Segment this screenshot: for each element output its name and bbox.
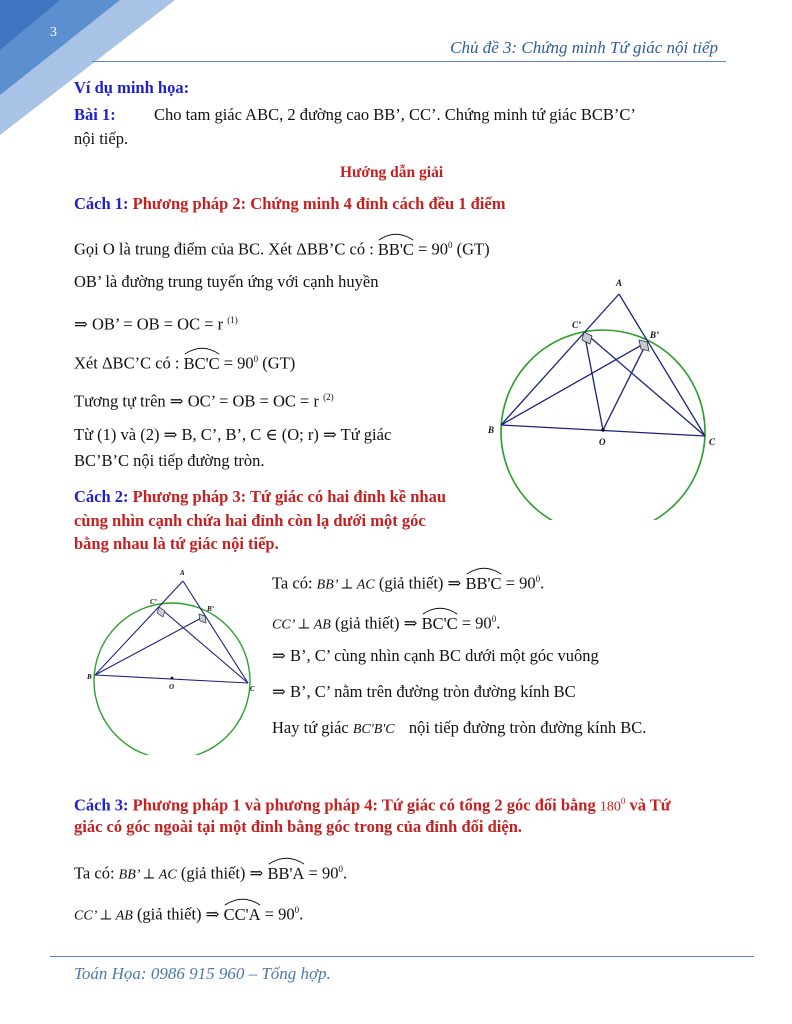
text: Hay tứ giác (272, 718, 349, 737)
degree-sup: 0 (253, 354, 259, 364)
method3-title-value: 180 (599, 799, 621, 815)
method2-heading-1 (74, 486, 446, 508)
method1-line-4 (74, 348, 295, 375)
method2-line-2: CC’ ⊥ AB (giả thiết) ⇒ $BC'C = 90^0$. (272, 608, 500, 637)
equation-value: = 90 (418, 239, 448, 259)
page-number: 3 (50, 25, 57, 40)
perpendicular-expression: CC’ ⊥ AB (74, 908, 133, 924)
method1-label: Cách 1: (74, 194, 129, 213)
angle-name: CC'A (223, 904, 261, 924)
method3-title-1: Phương pháp 1 và phương pháp 4: Tứ giác có tổng 2 góc đối bằng (132, 795, 596, 815)
method1-title: Phương pháp 2: Chứng minh 4 đỉnh cách đều 1 điểm (132, 194, 506, 213)
method3-line-2: CC’ ⊥ AB (giả thiết) ⇒ $CC'A = 90^0$. (74, 899, 303, 928)
text: (giả thiết) ⇒ (334, 613, 418, 633)
degree-sup: 0 (620, 796, 626, 806)
perpendicular-expression: CC’ ⊥ AB (272, 617, 331, 633)
method1-line3-text: ⇒ OB’ = OB = OC = r (74, 314, 224, 334)
degree-sup: 0 (535, 574, 541, 584)
perpendicular-expression: BB’ ⊥ AC (118, 867, 177, 883)
method3-title-2: giác có góc ngoài tại một đỉnh bằng góc trong của đỉnh đối diện. (74, 817, 523, 836)
method1-line-2: OB’ là đường trung tuyến ứng với cạnh huyền (74, 272, 379, 291)
method3-heading-1 (74, 790, 671, 819)
text: (giả thiết) ⇒ (180, 863, 264, 883)
angle-arc-expression (224, 901, 261, 926)
method3-line-1: Ta có: BB’ ⊥ AC (giả thiết) ⇒ $BB'A = 90^0$. (74, 858, 347, 887)
circumcircle (501, 330, 705, 520)
method1-line-5 (74, 386, 334, 413)
angle-name: BB'C (377, 239, 414, 259)
altitude-bb (95, 616, 205, 675)
angle-arc-expression (268, 860, 305, 885)
label-c-prime: C’ (572, 320, 581, 330)
label-b-prime: B’ (650, 330, 659, 340)
method2-line-4: ⇒ B’, C’ nằm trên đường tròn đường kính BC (272, 682, 576, 701)
method1-line-7: BC’B’C nội tiếp đường tròn. (74, 451, 265, 470)
figure-2-diagram (82, 565, 262, 755)
text: Ta có: (272, 573, 313, 593)
method1-line5-text: Tương tự trên ⇒ OC’ = OB = OC = r (74, 391, 319, 411)
label-o: O (599, 437, 606, 447)
problem-text-2: nội tiếp. (74, 129, 129, 148)
segment-ac (619, 294, 705, 436)
method3-label: Cách 3: (74, 795, 129, 815)
label-a: A (180, 569, 185, 577)
degree-sup: 0 (338, 864, 343, 874)
problem-text-1: Cho tam giác ABC, 2 đường cao BB’, CC’. Chứng minh tứ giác BCB’C’ (153, 105, 636, 124)
method2-line-3: ⇒ B’, C’ cùng nhìn cạnh BC dưới một góc vuông (272, 646, 599, 665)
solution-heading: Hướng dẫn giải (340, 164, 444, 181)
text: nội tiếp đường tròn đường kính BC. (408, 718, 647, 737)
degree-sup: 0 (491, 614, 497, 624)
angle-name: BC'C (421, 613, 458, 633)
equation-value: = 90 (308, 863, 339, 883)
problem-line-1 (74, 104, 636, 126)
right-angle-mark (582, 332, 592, 344)
method2-label: Cách 2: (74, 487, 129, 506)
method2-title-2: cùng nhìn cạnh chứa hai đỉnh còn lạ dưới một góc (74, 511, 426, 530)
method2-title-3: bằng nhau là tứ giác nội tiếp. (74, 534, 279, 553)
right-angle-mark (157, 607, 165, 617)
footer-divider (50, 956, 754, 957)
label-o: O (169, 683, 175, 691)
method1-line-1 (74, 234, 490, 261)
quadrilateral-name: BC'B'C (352, 722, 395, 737)
equation-value: = 90 (223, 353, 254, 373)
label-c: C (709, 437, 716, 447)
label-c-prime: C’ (150, 598, 157, 606)
segment-ab (95, 581, 183, 675)
method1-line1-text: Gọi O là trung điểm của BC. Xét ΔBB’C có : (74, 239, 374, 259)
angle-arc-expression (378, 236, 414, 261)
label-b: B (488, 425, 495, 435)
equation-value: = 90 (461, 613, 492, 633)
method3-title-1b: và Tứ (629, 795, 671, 815)
angle-arc-expression (184, 350, 220, 375)
method1-line-6: Từ (1) và (2) ⇒ B, C’, B’, C ∈ (O; r) ⇒ Tứ giác (74, 425, 392, 444)
label-b: B (87, 673, 92, 681)
angle-name: BB'A (267, 863, 305, 883)
ref-2: (2) (323, 392, 334, 402)
method2-line-1: Ta có: BB’ ⊥ AC (giả thiết) ⇒ $BB'C = 90^0$. (272, 568, 544, 597)
ref-1: (1) (227, 315, 238, 325)
degree-sup: 0 (294, 905, 300, 915)
label-b-prime: B’ (207, 605, 214, 613)
angle-name: BC'C (183, 353, 220, 373)
text: Ta có: (74, 863, 115, 883)
point-o (171, 677, 174, 680)
method1-heading (74, 193, 505, 215)
method2-line-5 (272, 717, 646, 741)
angle-name: BB'C (465, 573, 502, 593)
perpendicular-expression: BB’ ⊥ AC (316, 577, 375, 593)
degree-sup: 0 (447, 240, 453, 250)
method1-line1-post: (GT) (456, 239, 490, 259)
point-o (601, 428, 605, 432)
angle-arc-expression (466, 570, 502, 595)
footer-text: Toán Họa: 0986 915 960 – Tổng hợp. (74, 964, 331, 983)
figure-1-diagram (480, 270, 730, 520)
example-heading: Ví dụ minh họa: (74, 78, 190, 97)
equation-value: = 90 (505, 573, 536, 593)
equation-value: = 90 (264, 904, 295, 924)
segment-ab (501, 294, 619, 425)
problem-label: Bài 1: (74, 105, 116, 124)
method1-line-3 (74, 309, 238, 336)
text: (giả thiết) ⇒ (378, 573, 462, 593)
header-divider (92, 61, 726, 62)
segment-ac (183, 581, 248, 683)
altitude-bb (501, 342, 647, 425)
label-c: C (250, 685, 255, 693)
header-title: Chủ đề 3: Chứng minh Tứ giác nội tiếp (450, 38, 718, 57)
angle-arc-expression (422, 610, 458, 635)
method1-line4-text: Xét ΔBC’C có : (74, 353, 180, 373)
method1-line4-post: (GT) (262, 353, 296, 373)
text: (giả thiết) ⇒ (136, 904, 220, 924)
label-a: A (616, 278, 623, 288)
method2-title-1: Phương pháp 3: Tứ giác có hai đỉnh kề nhau (132, 487, 447, 506)
